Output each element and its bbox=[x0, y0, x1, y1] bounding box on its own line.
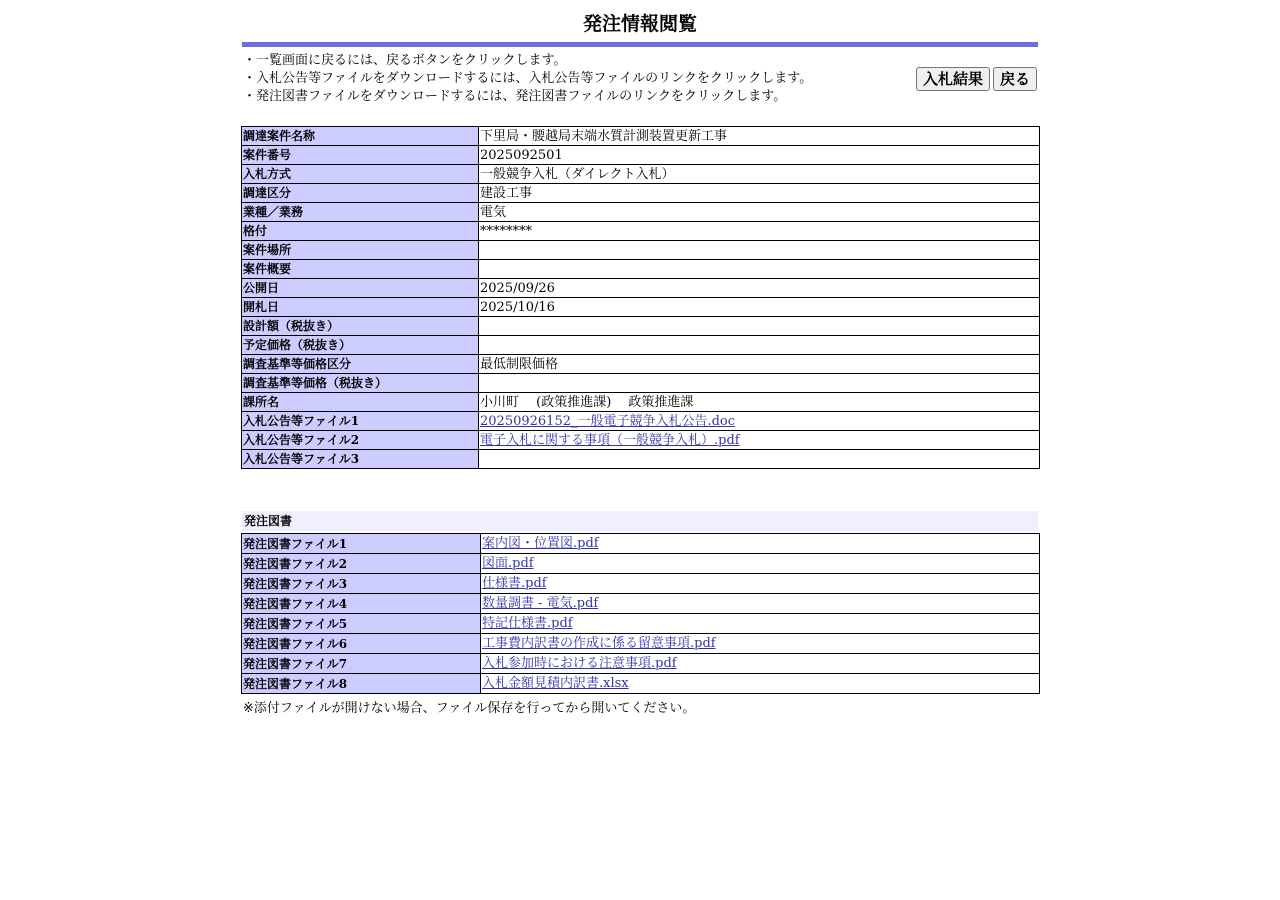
info-value: 2025/10/16 bbox=[479, 298, 1040, 317]
back-button[interactable]: 戻る bbox=[993, 67, 1037, 91]
bid-notice-file-link[interactable]: 電子入札に関する事項（一般競争入札）.pdf bbox=[480, 432, 740, 448]
info-row bbox=[242, 393, 1040, 412]
info-label: 入札公告等ファイル1 bbox=[242, 412, 479, 431]
info-row bbox=[242, 165, 1040, 184]
info-value: ******** bbox=[479, 222, 1040, 241]
info-label: 案件場所 bbox=[242, 241, 479, 260]
info-row bbox=[242, 450, 1040, 469]
info-value bbox=[479, 412, 1040, 431]
info-label: 調査基準等価格区分 bbox=[242, 355, 479, 374]
drawing-file-link[interactable]: 工事費内訳書の作成に係る留意事項.pdf bbox=[482, 635, 716, 651]
drawing-file-cell bbox=[481, 654, 1040, 674]
info-label: 予定価格（税抜き） bbox=[242, 336, 479, 355]
info-label: 設計額（税抜き） bbox=[242, 317, 479, 336]
drawing-file-cell bbox=[481, 674, 1040, 694]
info-row bbox=[242, 374, 1040, 393]
drawing-file-cell bbox=[481, 594, 1040, 614]
page-title: 発注情報閲覧 bbox=[582, 13, 697, 35]
info-value: 最低制限価格 bbox=[479, 355, 1040, 374]
drawing-file-cell bbox=[481, 554, 1040, 574]
drawing-file-row bbox=[242, 554, 1040, 574]
info-value: 2025092501 bbox=[479, 146, 1040, 165]
info-label: 開札日 bbox=[242, 298, 479, 317]
drawing-file-label: 発注図書ファイル3 bbox=[242, 574, 481, 594]
info-value bbox=[479, 450, 1040, 469]
drawing-file-row bbox=[242, 574, 1040, 594]
info-row bbox=[242, 203, 1040, 222]
info-label: 格付 bbox=[242, 222, 479, 241]
instruction-line: ・一覧画面に戻るには、戻るボタンをクリックします。 bbox=[243, 53, 567, 68]
info-row bbox=[242, 317, 1040, 336]
info-row bbox=[242, 298, 1040, 317]
drawing-file-label: 発注図書ファイル5 bbox=[242, 614, 481, 634]
drawing-file-link[interactable]: 図面.pdf bbox=[482, 555, 534, 571]
drawing-file-label: 発注図書ファイル8 bbox=[242, 674, 481, 694]
info-value bbox=[479, 317, 1040, 336]
info-label: 公開日 bbox=[242, 279, 479, 298]
main-container bbox=[241, 0, 1039, 125]
info-value bbox=[479, 431, 1040, 450]
info-row bbox=[242, 279, 1040, 298]
instruction-list bbox=[243, 52, 812, 106]
info-value: 下里局・腰越局末端水質計測装置更新工事 bbox=[479, 127, 1040, 146]
info-row bbox=[242, 184, 1040, 203]
drawing-file-link[interactable]: 入札金額見積内訳書.xlsx bbox=[482, 675, 629, 691]
info-row bbox=[242, 127, 1040, 146]
drawings-section-header: 発注図書 bbox=[242, 511, 1038, 531]
info-row bbox=[242, 260, 1040, 279]
info-row bbox=[242, 431, 1040, 450]
info-label: 業種／業務 bbox=[242, 203, 479, 222]
info-label: 調査基準等価格（税抜き） bbox=[242, 374, 479, 393]
drawing-file-cell bbox=[481, 634, 1040, 654]
info-table bbox=[241, 126, 1040, 469]
instruction-line: ・入札公告等ファイルをダウンロードするには、入札公告等ファイルのリンクをクリックします。 bbox=[243, 71, 813, 86]
info-label: 入札公告等ファイル3 bbox=[242, 450, 479, 469]
drawing-file-link[interactable]: 入札参加時における注意事項.pdf bbox=[482, 655, 677, 671]
drawing-file-row bbox=[242, 674, 1040, 694]
info-row bbox=[242, 146, 1040, 165]
info-label: 調達案件名称 bbox=[242, 127, 479, 146]
action-buttons bbox=[916, 67, 1037, 91]
drawing-file-label: 発注図書ファイル7 bbox=[242, 654, 481, 674]
info-value: 建設工事 bbox=[479, 184, 1040, 203]
drawings-table-wrapper bbox=[241, 533, 1040, 694]
info-value: 小川町 (政策推進課) 政策推進課 bbox=[479, 393, 1040, 412]
info-row bbox=[242, 355, 1040, 374]
info-value bbox=[479, 336, 1040, 355]
info-label: 入札公告等ファイル2 bbox=[242, 431, 479, 450]
drawing-file-label: 発注図書ファイル2 bbox=[242, 554, 481, 574]
info-value: 一般競争入札（ダイレクト入札） bbox=[479, 165, 1040, 184]
info-label: 調達区分 bbox=[242, 184, 479, 203]
info-row bbox=[242, 336, 1040, 355]
drawing-file-row bbox=[242, 634, 1040, 654]
drawings-table bbox=[241, 533, 1040, 694]
drawing-file-cell bbox=[481, 534, 1040, 554]
bid-result-button[interactable]: 入札結果 bbox=[916, 67, 990, 91]
info-label: 案件番号 bbox=[242, 146, 479, 165]
info-row bbox=[242, 222, 1040, 241]
bid-notice-file-link[interactable]: 20250926152_一般電子競争入札公告.doc bbox=[480, 413, 736, 429]
drawing-file-row bbox=[242, 614, 1040, 634]
drawing-file-label: 発注図書ファイル1 bbox=[242, 534, 481, 554]
drawing-file-label: 発注図書ファイル4 bbox=[242, 594, 481, 614]
info-value bbox=[479, 241, 1040, 260]
drawing-file-row bbox=[242, 594, 1040, 614]
info-value: 2025/09/26 bbox=[479, 279, 1040, 298]
info-row bbox=[242, 241, 1040, 260]
drawing-file-cell bbox=[481, 574, 1040, 594]
instruction-line: ・発注図書ファイルをダウンロードするには、発注図書ファイルのリンクをクリックします。 bbox=[243, 89, 787, 104]
info-table-wrapper bbox=[241, 126, 1040, 469]
info-label: 課所名 bbox=[242, 393, 479, 412]
drawing-file-row bbox=[242, 654, 1040, 674]
info-label: 入札方式 bbox=[242, 165, 479, 184]
info-value: 電気 bbox=[479, 203, 1040, 222]
info-value bbox=[479, 260, 1040, 279]
drawing-file-link[interactable]: 数量調書 - 電気.pdf bbox=[482, 595, 599, 611]
drawing-file-cell bbox=[481, 614, 1040, 634]
info-label: 案件概要 bbox=[242, 260, 479, 279]
drawing-file-label: 発注図書ファイル6 bbox=[242, 634, 481, 654]
attachment-note: ※添付ファイルが開けない場合、ファイル保存を行ってから開いてください。 bbox=[243, 701, 696, 716]
drawing-file-link[interactable]: 案内図・位置図.pdf bbox=[482, 535, 599, 551]
instructions-area bbox=[241, 47, 1039, 125]
drawing-file-link[interactable]: 特記仕様書.pdf bbox=[482, 615, 573, 631]
drawing-file-link[interactable]: 仕様書.pdf bbox=[482, 575, 547, 591]
info-value bbox=[479, 374, 1040, 393]
drawing-file-row bbox=[242, 534, 1040, 554]
info-row bbox=[242, 412, 1040, 431]
